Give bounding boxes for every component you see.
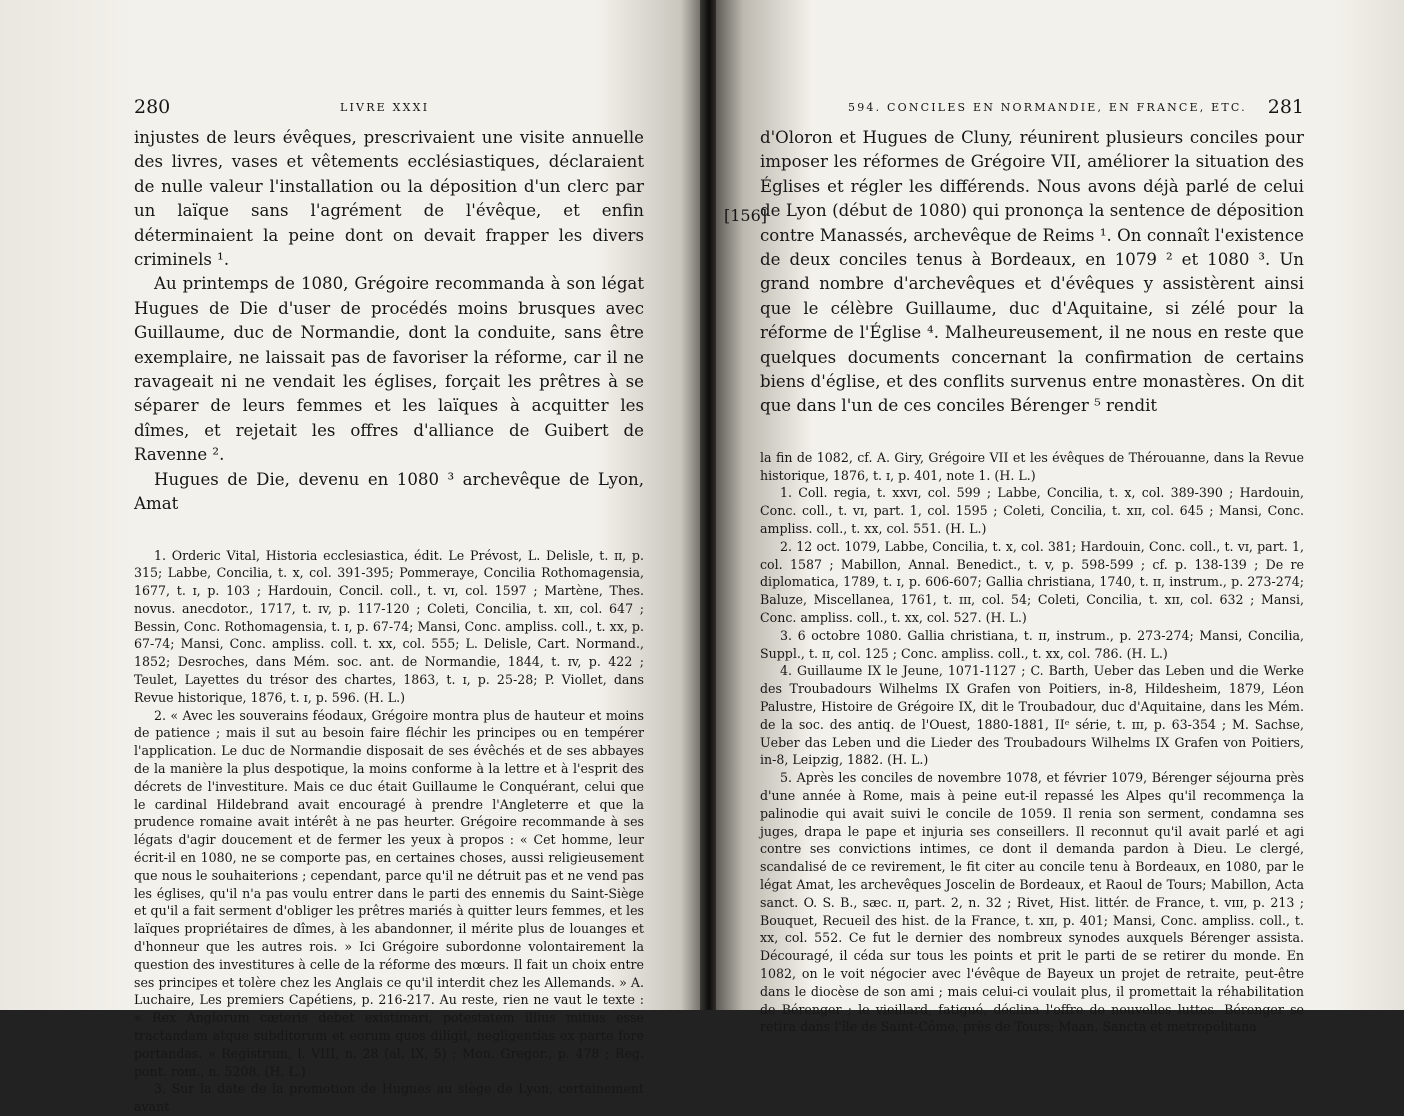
paragraph: injustes de leurs évêques, prescrivaient une visite annuelle des livres, vases et vêtements ecclésiastiques, déclaraient de nulle valeur l'installation ou la déposition d'un clerc par un laïque sans l'agrément de l'évêque, et enfin déterminaient la peine dont on devait frapper les divers criminels ¹. (134, 126, 644, 272)
running-header (134, 96, 644, 122)
page-number: 281 (1268, 96, 1304, 118)
right-page (716, 0, 1404, 1010)
running-title: LIVRE XXXI (340, 101, 429, 114)
footnote: la fin de 1082, cf. A. Giry, Grégoire VII et les évêques de Thérouanne, dans la Revue historique, 1876, t. ɪ, p. 401, note 1. (H. L.) (760, 449, 1304, 485)
footnote: 5. Après les conciles de novembre 1078, et février 1079, Bérenger séjourna près d'une année à Rome, mais à peine eut-il repassé les Alpes qu'il recommença la palinodie qui avait suivi le concile de 1059. Il renia son serment, condamna ses juges, drapa le pape et injuria ses conseillers. Il reconnut qu'il avait parlé et agi contre ses convictions intimes, ce dont il demanda pardon à Dieu. Le clergé, scandalisé de ce revirement, le fit citer au concile tenu à Bordeaux, en 1080, par le légat Amat, les archevêques Joscelin de Bordeaux, et Raoul de Tours; Mabillon, Acta sanct. O. S. B., sæc. ɪɪ, part. 2, n. 32 ; Rivet, Hist. littér. de France, t. vɪɪɪ, p. 213 ; Bouquet, Recueil des hist. de la France, t. xɪɪ, p. 401; Mansi, Conc. ampliss. coll., t. xx, col. 552. Ce fut le dernier des nombreux synodes auxquels Bérenger assista. Découragé, il céda sur tous les points et prit le parti de se retirer du monde. En 1082, on le voit négocier avec l'évêque de Bayeux un projet de retraite, peut-être dans le diocèse de son ami ; mais celui-ci voulait plus, il promettait la réhabilitation de Bérenger ; le vieillard, fatigué, déclina l'offre de nouvelles luttes. Bérenger se retira dans l'île de Saint-Côme, près de Tours; Maan, Sancta et metropolitana (760, 769, 1304, 1036)
footnote: 4. Guillaume IX le Jeune, 1071-1127 ; C. Barth, Ueber das Leben und die Werke des Troubadours Wilhelms IX Grafen von Poitiers, in-8, Hildesheim, 1879, Léon Palustre, Histoire de Grégoire IX, dit le Troubadour, duc d'Aquitaine, dans les Mém. de la soc. des antiq. de l'Ouest, 1880-1881, IIᵉ série, t. ɪɪɪ, p. 63-354 ; M. Sachse, Ueber das Leben und die Lieder des Troubadours Wilhelms IX Grafen von Poitiers, in-8, Leipzig, 1882. (H. L.) (760, 662, 1304, 769)
paragraph: Au printemps de 1080, Grégoire recommanda à son légat Hugues de Die d'user de procédés moins brusques avec Guillaume, duc de Normandie, dont la conduite, sans être exemplaire, ne laissait pas de favoriser la réforme, car il ne ravageait ni ne vendait les églises, forçait les prêtres à se séparer de leurs femmes et les laïques à acquitter les dîmes, et rejetait les offres d'alliance de Guibert de Ravenne ². (134, 272, 644, 467)
footnote-separator (134, 517, 644, 547)
footnote: 1. Orderic Vital, Historia ecclesiastica, édit. Le Prévost, L. Delisle, t. ɪɪ, p. 315; Labbe, Concilia, t. x, col. 391-395; Pommeraye, Concilia Rothomagensia, 1677, t. ɪ, p. 103 ; Hardouin, Concil. coll., t. vɪ, col. 1597 ; Martène, Thes. novus. anecdotor., 1717, t. ɪv, p. 117-120 ; Coleti, Concilia, t. xɪɪ, col. 647 ; Bessin, Conc. Rothomagensia, t. ɪ, p. 67-74; Mansi, Conc. ampliss. coll., t. xx, p. 67-74; Mansi, Conc. ampliss. coll. t. xx, col. 555; L. Delisle, Cart. Normand., 1852; Desroches, dans Mém. soc. ant. de Normandie, 1844, t. ɪv, p. 422 ; Teulet, Layettes du trésor des chartes, 1863, t. ɪ, p. 25-28; P. Viollet, dans Revue historique, 1876, t. ɪ, p. 596. (H. L.) (134, 547, 644, 707)
footnote: 3. 6 octobre 1080. Gallia christiana, t. ɪɪ, instrum., p. 273-274; Mansi, Concilia, Suppl., t. ɪɪ, col. 125 ; Conc. ampliss. coll., t. xx, col. 786. (H. L.) (760, 627, 1304, 663)
margin-page-reference: [156] (724, 206, 767, 225)
main-text (134, 126, 644, 517)
footnote-separator (760, 419, 1304, 449)
footnote: 2. 12 oct. 1079, Labbe, Concilia, t. x, col. 381; Hardouin, Conc. coll., t. vɪ, part. 1, col. 1587 ; Mabillon, Annal. Benedict., t. v, p. 598-599 ; cf. p. 138-139 ; De re diplomatica, 1789, t. ɪ, p. 606-607; Gallia christiana, 1740, t. ɪɪ, instrum., p. 273-274; Baluze, Miscellanea, 1761, t. ɪɪɪ, col. 54; Coleti, Concilia, t. xɪɪ, col. 632 ; Mansi, Conc. ampliss. coll., t. xx, col. 527. (H. L.) (760, 538, 1304, 627)
footnote: 3. Sur la date de la promotion de Hugues au siège de Lyon, certainement avant (134, 1080, 644, 1116)
footnote: 2. « Avec les souverains féodaux, Grégoire montra plus de hauteur et moins de patience ; mais il sut au besoin faire fléchir les principes ou en tempérer l'application. Le duc de Normandie disposait de ses évêchés et de ses abbayes de la manière la plus despotique, la moins conforme à la lettre et à l'esprit des décrets de l'investiture. Mais ce duc était Guillaume le Conquérant, celui que le cardinal Hildebrand avait encouragé à prendre l'Angleterre et que la prudence romaine avait intérêt à ne pas heurter. Grégoire recommande à ses légats d'agir doucement et de fermer les yeux à propos : « Cet homme, leur écrit-il en 1080, ne se comporte pas, en certaines choses, aussi religieusement que nous le souhaiterions ; cependant, parce qu'il ne détruit pas et ne vend pas les églises, qu'il n'a pas voulu entrer dans le parti des ennemis du Saint-Siège et qu'il a fait serment d'obliger les prêtres mariés à quitter leurs femmes, et les laïques propriétaires de dîmes, à les abandonner, il mérite plus de louanges et d'honneur que les autres rois. » Ici Grégoire subordonne volontairement la question des investitures à celle de la réforme des mœurs. Il fait un choix entre ses principes et tolère chez les Anglais ce qu'il interdit chez les Allemands. » A. Luchaire, Les premiers Capétiens, p. 216-217. Au reste, rien ne vaut le texte : « Rex Anglorum cæteris debet existimari, potestatem illius mitius esse tractandam atque subditorum et eorum quos diligit, negligentias ex parte fore portandas. » Registrum, l. VIII, n. 28 (al. IX, 5) ; Mon. Gregor., p. 478 ; Reg. pont. rom., n. 5208. (H. L.) (134, 707, 644, 1081)
running-header (760, 96, 1304, 122)
footnotes (134, 547, 644, 1116)
main-text (760, 126, 1304, 419)
left-page (0, 0, 702, 1010)
footnote: 1. Coll. regia, t. xxvɪ, col. 599 ; Labbe, Concilia, t. x, col. 389-390 ; Hardouin, Conc. coll., t. vɪ, part. 1, col. 1595 ; Coleti, Concilia, t. xɪɪ, col. 645 ; Mansi, Conc. ampliss. coll., t. xx, col. 551. (H. L.) (760, 484, 1304, 537)
page-number: 280 (134, 96, 170, 118)
running-title: 594. CONCILES EN NORMANDIE, EN FRANCE, ETC. (848, 101, 1247, 114)
paragraph: d'Oloron et Hugues de Cluny, réunirent plusieurs conciles pour imposer les réformes de Grégoire VII, améliorer la situation des Églises et régler les différends. Nous avons déjà parlé de celui de Lyon (début de 1080) qui prononça la sentence de déposition contre Manassés, archevêque de Reims ¹. On connaît l'existence de deux conciles tenus à Bordeaux, en 1079 ² et 1080 ³. Un grand nombre d'archevêques et d'évêques y assistèrent ainsi que le célèbre Guillaume, duc d'Aquitaine, si zélé pour la réforme de l'Église ⁴. Malheureusement, il ne nous en reste que quelques documents concernant la confirmation de certains biens d'église, et des conflits survenus entre monastères. On dit que dans l'un de ces conciles Bérenger ⁵ rendit (760, 126, 1304, 419)
footnotes (760, 449, 1304, 1036)
paragraph: Hugues de Die, devenu en 1080 ³ archevêque de Lyon, Amat (134, 468, 644, 517)
